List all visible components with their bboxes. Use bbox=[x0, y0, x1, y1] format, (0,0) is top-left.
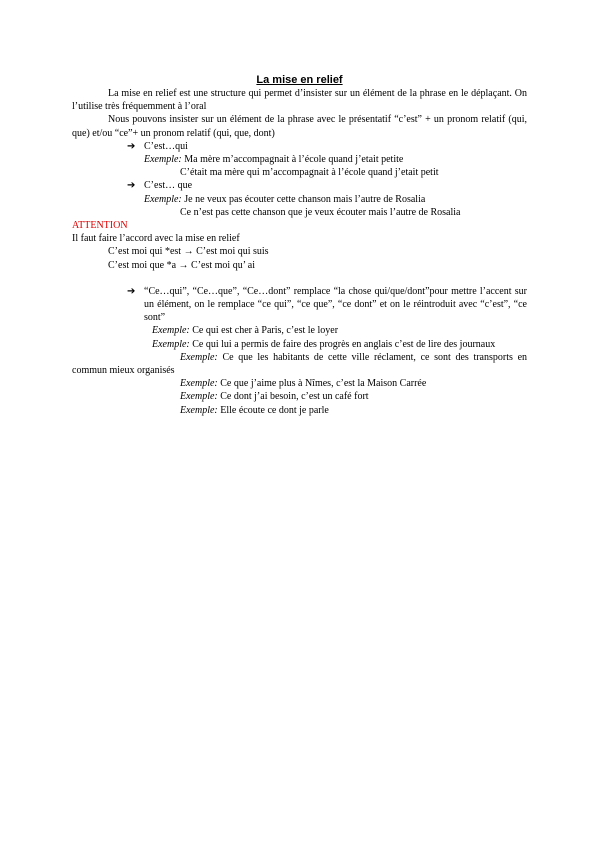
accord-example-2 bbox=[72, 259, 527, 272]
example-line bbox=[72, 390, 527, 403]
section-ce-qui-que-dont bbox=[72, 285, 527, 325]
example-text: Ce dont j’ai besoin, c’est un café fort bbox=[220, 391, 369, 403]
section-heading: C’est… que bbox=[144, 180, 193, 192]
spacer bbox=[72, 272, 527, 285]
example-label: Exemple: bbox=[144, 154, 182, 166]
example-text: Ce que les habitants de cette ville réclament, ce sont des transports en commun mieux organisés bbox=[72, 351, 528, 377]
accord-wrong: C’est moi que *a bbox=[108, 259, 177, 271]
accord-example-1 bbox=[72, 245, 527, 258]
example-label: Exemple: bbox=[144, 193, 182, 205]
arrow-icon: ➔ bbox=[127, 180, 136, 192]
section-text: “Ce…qui”, “Ce…que”, “Ce…dont” remplace “la chose qui/que/dont”pour mettre l’accent sur un élément, on le remplace “ce qui”, “ce que”, “ce dont” et on le réintroduit avec “c’est”, “ce sont” bbox=[144, 285, 527, 324]
example-text: Ce qui est cher à Paris, c’est le loyer bbox=[192, 325, 339, 337]
example-result: C’était ma mère qui m’accompagnait à l’école quand j’etait petit bbox=[180, 167, 439, 179]
example-text: Ce qui lui a permis de faire des progrès en anglais c’est de lire des journaux bbox=[192, 338, 496, 350]
accord-wrong: C’est moi qui *est bbox=[108, 246, 182, 258]
attention-heading: ATTENTION bbox=[72, 220, 128, 232]
example-label: Exemple: bbox=[180, 404, 218, 416]
example-line bbox=[72, 193, 527, 206]
arrow-icon: ➔ bbox=[127, 285, 136, 297]
intro-paragraph-2: Nous pouvons insister sur un élément de la phrase avec le présentatif “c’est” + un pronom relatif (qui, que) et/ou “ce”+ un pronom relatif (qui, que, dont) bbox=[72, 114, 527, 139]
example-line bbox=[72, 377, 527, 390]
example-line bbox=[72, 153, 527, 166]
example-label: Exemple: bbox=[180, 378, 218, 390]
example-text: Ce que j’aime plus à Nîmes, c’est la Maison Carrée bbox=[220, 378, 427, 390]
example-line bbox=[72, 324, 527, 337]
intro-paragraph-1: La mise en relief est une structure qui permet d’insister sur un élément de la phrase en le déplaçant. On l’utilise très fréquemment à l’oral bbox=[72, 88, 527, 113]
accord-right: C’est moi qui suis bbox=[196, 246, 269, 258]
example-text: Ma mère m’accompagnait à l’école quand j’etait petite bbox=[184, 154, 404, 166]
document-page bbox=[72, 74, 527, 417]
arrow-right-icon: → bbox=[183, 246, 194, 258]
example-text: Elle écoute ce dont je parle bbox=[220, 404, 329, 416]
example-label: Exemple: bbox=[180, 351, 218, 363]
example-line bbox=[72, 338, 527, 351]
example-label: Exemple: bbox=[152, 338, 190, 350]
section-cest-qui bbox=[72, 140, 527, 153]
arrow-icon: ➔ bbox=[127, 140, 136, 152]
accord-rule: Il faut faire l’accord avec la mise en relief bbox=[72, 233, 240, 245]
example-label: Exemple: bbox=[152, 325, 190, 337]
example-line bbox=[72, 351, 527, 377]
section-cest-que bbox=[72, 179, 527, 192]
example-line bbox=[72, 404, 527, 417]
page-title: La mise en relief bbox=[256, 74, 343, 86]
example-label: Exemple: bbox=[180, 391, 218, 403]
section-heading: C’est…qui bbox=[144, 140, 188, 152]
accord-right: C’est moi qu’ ai bbox=[191, 259, 256, 271]
example-text: Je ne veux pas écouter cette chanson mais l’autre de Rosalia bbox=[184, 193, 426, 205]
example-result: Ce n’est pas cette chanson que je veux écouter mais l’autre de Rosalia bbox=[180, 206, 461, 218]
arrow-right-icon: → bbox=[178, 259, 189, 271]
